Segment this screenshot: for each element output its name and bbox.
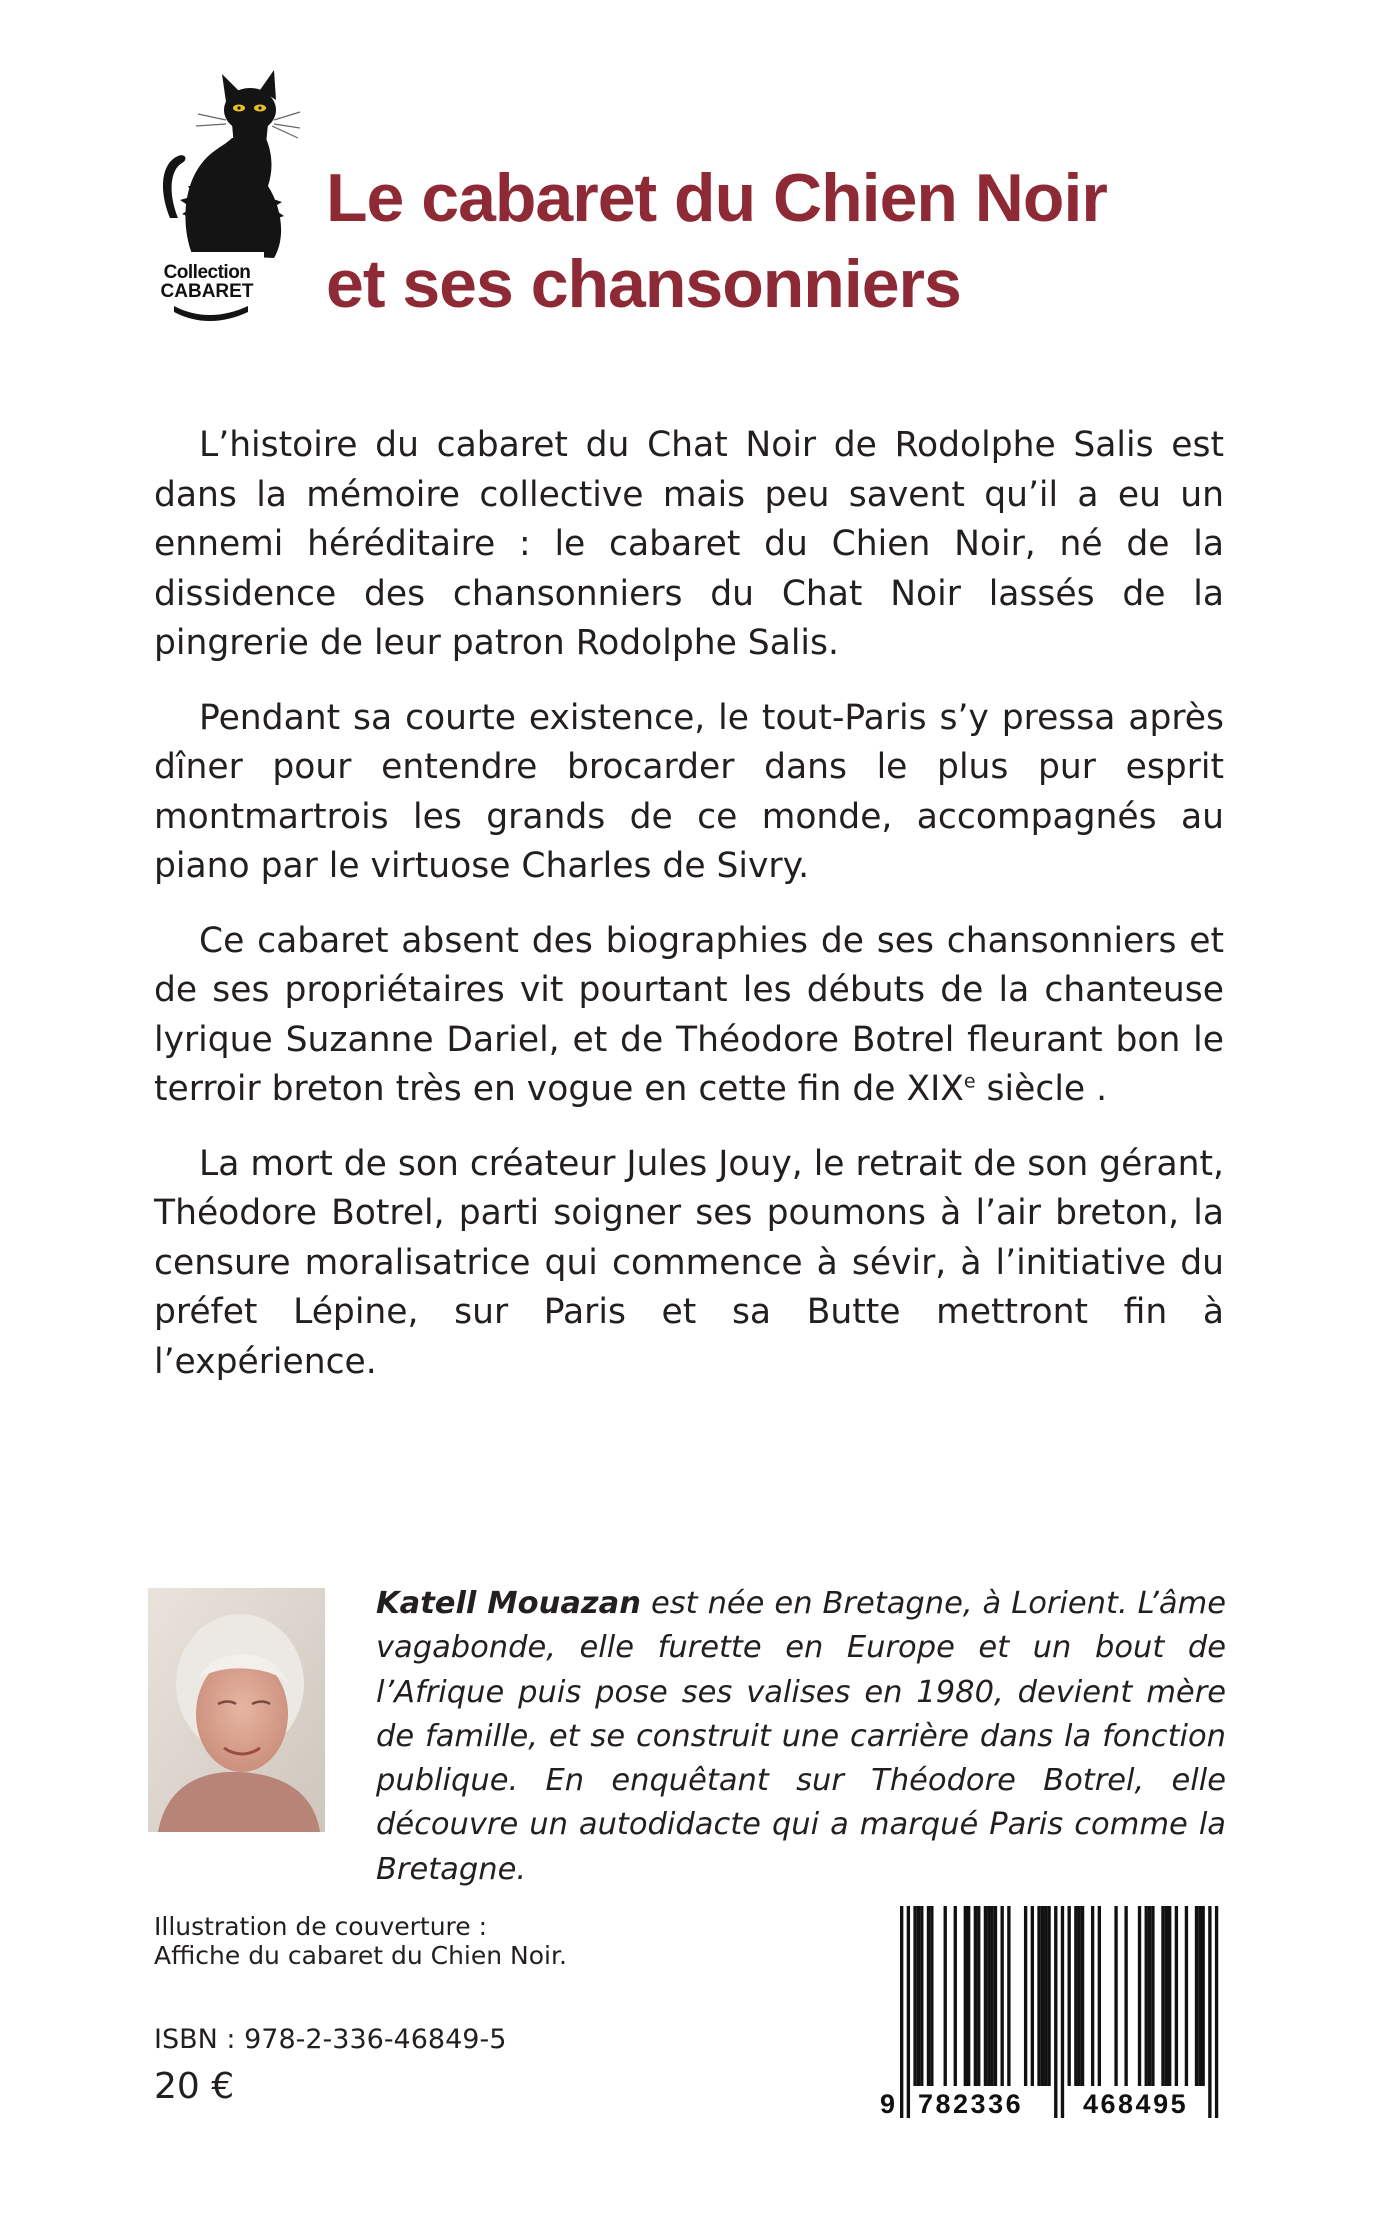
- barcode-bar: [1148, 1906, 1151, 2086]
- barcode-first-digit: 9: [880, 2089, 898, 2119]
- barcode-bar: [927, 1906, 930, 2086]
- barcode-guard-bar: [1208, 1906, 1211, 2118]
- paragraph-3-end: siècle .: [975, 1069, 1108, 1109]
- barcode-right-group: 468495: [1083, 2089, 1189, 2119]
- barcode-guard-bar: [1054, 1906, 1057, 2118]
- paragraph-3-text: Ce cabaret absent des biographies de ses chansonniers et de ses propriétaires vit pourtant les débuts de la chanteuse lyrique Suzanne Dariel, et de Théodore Botrel fleurant bon le terroir breton très en vogue en cette fin de: [154, 920, 1224, 1109]
- barcode-bar: [1047, 1906, 1050, 2086]
- barcode-guard-bar: [907, 1906, 910, 2118]
- barcode-bar: [1114, 1906, 1117, 2086]
- isbn: ISBN : 978-2-336-46849-5: [154, 2024, 507, 2055]
- credits-line-2: Affiche du cabaret du Chien Noir.: [154, 1941, 567, 1970]
- barcode-bar: [1165, 1906, 1168, 2086]
- summary-paragraph-2: Pendant sa courte existence, le tout-Paris s’y pressa après dîner pour entendre brocarder dans le plus pur esprit montmartrois les grands de ce monde, accompagnés au piano par le virtuose Charles de Sivry.: [154, 697, 1224, 886]
- barcode-bar: [1175, 1906, 1178, 2086]
- barcode-bar: [944, 1906, 947, 2086]
- barcode-bar: [1195, 1906, 1198, 2086]
- barcode-bar: [1185, 1906, 1188, 2086]
- barcode-bar: [1044, 1906, 1047, 2086]
- barcode-guard-bar: [1061, 1906, 1064, 2118]
- barcode-bar: [1138, 1906, 1141, 2086]
- collection-logo: [152, 68, 302, 326]
- barcode-bar: [954, 1906, 957, 2086]
- collection-name: CABARET: [160, 281, 254, 302]
- summary-paragraph-1: L’histoire du cabaret du Chat Noir de Rodolphe Salis est dans la mémoire collective mais peu savent qu’il a eu un ennemi héréditaire : le cabaret du Chien Noir, né de la dissidence des chansonniers du Chat Noir lassés de la pingrerie de leur patron Rodolphe Salis.: [154, 425, 1224, 663]
- summary-paragraph-4: La mort de son créateur Jules Jouy, le retrait de son gérant, Théodore Botrel, parti soigner ses poumons à l’air breton, la censure moralisatrice qui commence à sévir, à l’initiative du préfet Lépine, sur Paris et sa Butte mettront fin à l’expérience.: [154, 1143, 1224, 1382]
- barcode: [880, 1906, 1236, 2118]
- barcode-bar: [977, 1906, 980, 2086]
- barcode-bar: [974, 1906, 977, 2086]
- barcode-bar: [1161, 1906, 1164, 2086]
- barcode-bar: [1098, 1906, 1101, 2086]
- barcode-bar: [1124, 1906, 1127, 2086]
- barcode-bar: [930, 1906, 933, 2086]
- barcode-bar: [1031, 1906, 1034, 2086]
- barcode-left-group: 782336: [918, 2089, 1024, 2119]
- author-bio: [376, 1582, 1226, 1892]
- barcode-bar: [1074, 1906, 1077, 2086]
- back-cover-summary: [154, 421, 1224, 1387]
- collection-label: Collection: [163, 262, 251, 283]
- barcode-guard-bar: [900, 1906, 903, 2118]
- barcode-bar: [964, 1906, 967, 2086]
- cover-credits: [154, 1912, 567, 1970]
- barcode-bar: [1198, 1906, 1201, 2086]
- century-numeral: XIX: [906, 1069, 964, 1109]
- barcode-bar: [1202, 1906, 1205, 2086]
- barcode-bar: [994, 1906, 997, 2086]
- title-line-1: Le cabaret du Chien Noir: [326, 160, 1107, 236]
- barcode-bar: [920, 1906, 923, 2086]
- barcode-bar: [1168, 1906, 1171, 2086]
- price: 20 €: [154, 2066, 235, 2107]
- barcode-bar: [987, 1906, 990, 2086]
- barcode-bar: [917, 1906, 920, 2086]
- barcode-bar: [1068, 1906, 1071, 2086]
- barcode-bar: [1024, 1906, 1027, 2086]
- barcode-bar: [1078, 1906, 1081, 2086]
- author-name: Katell Mouazan: [376, 1586, 641, 1621]
- barcode-guard-bar: [1215, 1906, 1218, 2118]
- author-bio-text: est née en Bretagne, à Lorient. L’âme vagabonde, elle furette en Europe et un bout de l’Afrique puis pose ses valises en 1980, devient mère de famille, et se construit une carrière dans la fonction publique. En enquêtant sur Théodore Botrel, elle découvre un autodidacte qui a marqué Paris comme la Bretagne.: [376, 1586, 1227, 1887]
- book-title: [326, 155, 1326, 327]
- barcode-bar: [1091, 1906, 1094, 2086]
- title-line-2: et ses chansonniers: [326, 246, 961, 322]
- barcode-bar: [990, 1906, 993, 2086]
- barcode-bar: [984, 1906, 987, 2086]
- barcode-bar: [1037, 1906, 1040, 2086]
- credits-line-1: Illustration de couverture :: [154, 1912, 488, 1941]
- author-photo: [148, 1588, 325, 1832]
- barcode-bar: [913, 1906, 916, 2086]
- barcode-bar: [1001, 1906, 1004, 2086]
- summary-paragraph-3: [154, 917, 1224, 1115]
- barcode-bar: [1041, 1906, 1044, 2086]
- barcode-bar: [1007, 1906, 1010, 2086]
- barcode-bar: [967, 1906, 970, 2086]
- barcode-bar: [1081, 1906, 1084, 2086]
- barcode-bar: [1145, 1906, 1148, 2086]
- barcode-bar: [1151, 1906, 1154, 2086]
- barcode-bars: [880, 1906, 1236, 2118]
- century-superscript: e: [963, 1070, 976, 1093]
